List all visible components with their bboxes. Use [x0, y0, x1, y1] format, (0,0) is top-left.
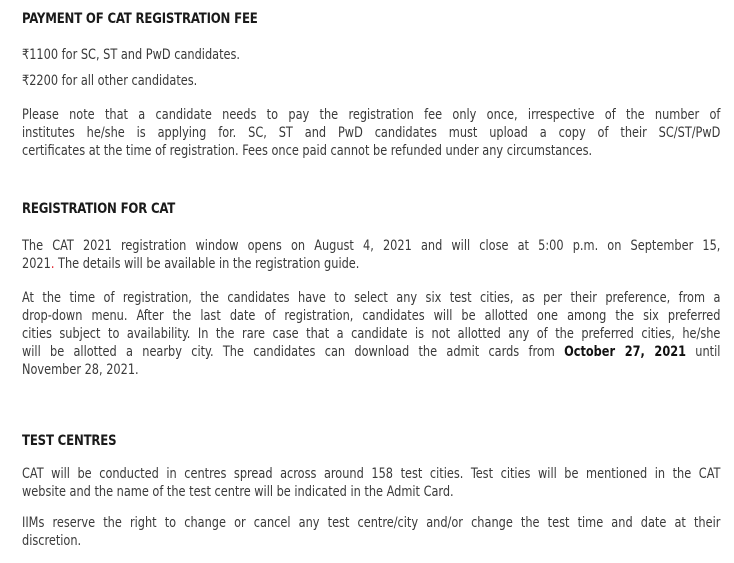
section-heading-test-centres: TEST CENTRES [22, 433, 117, 449]
section-heading-registration: REGISTRATION FOR CAT [22, 201, 176, 217]
text-line: November 28, 2021. [22, 362, 139, 378]
text-line: The CAT 2021 registration window opens on August 4, 2021 and will close at 5:00 p.m. on September 15, [22, 238, 721, 254]
text-line: institutes he/she is applying for. SC, ST and PwD candidates must upload a copy of their SC/ST/PwD [22, 125, 721, 141]
registration-window-paragraph [22, 237, 720, 273]
text-line: Please note that a candidate needs to pay the registration fee only once, irrespective of the number of [22, 107, 721, 123]
text-line: IIMs reserve the right to change or cancel any test centre/city and/or change the test time and date at their [22, 515, 721, 531]
fee-line-reserved: ₹1100 for SC, ST and PwD candidates. [22, 47, 241, 63]
year-text: 2021 [22, 256, 51, 272]
admit-card-start-date: October 27, 2021 [564, 344, 686, 360]
text-line: At the time of registration, the candidates have to select any six test cities, as per their preference, from a [22, 290, 721, 306]
payment-note-paragraph [22, 106, 720, 160]
fee-line-general: ₹2200 for all other candidates. [22, 73, 198, 89]
text-line: website and the name of the test centre will be indicated in the Admit Card. [22, 484, 454, 500]
test-city-selection-paragraph [22, 289, 720, 379]
iim-rights-paragraph [22, 514, 720, 550]
guide-text: The details will be available in the registration guide. [54, 256, 360, 272]
text-line: drop-down menu. After the last date of registration, candidates will be allotted one among the six preferred [22, 308, 721, 324]
text-line [22, 343, 720, 361]
text-line: cities subject to availability. In the rare case that a candidate is not allotted any of the preferred cities, he/she [22, 326, 721, 342]
text-line: discretion. [22, 533, 82, 549]
text-line [22, 255, 720, 273]
section-heading-payment: PAYMENT OF CAT REGISTRATION FEE [22, 11, 258, 27]
red-period: . [50, 256, 55, 272]
test-centres-paragraph [22, 465, 720, 501]
until-text: until [685, 344, 721, 360]
admit-card-text: will be allotted a nearby city. The candidates can download the admit cards from [22, 344, 565, 360]
text-line: CAT will be conducted in centres spread across around 158 test cities. Test cities will be mentioned in the CAT [22, 466, 721, 482]
text-line: certificates at the time of registration. Fees once paid cannot be refunded under any circumstances. [22, 143, 593, 159]
